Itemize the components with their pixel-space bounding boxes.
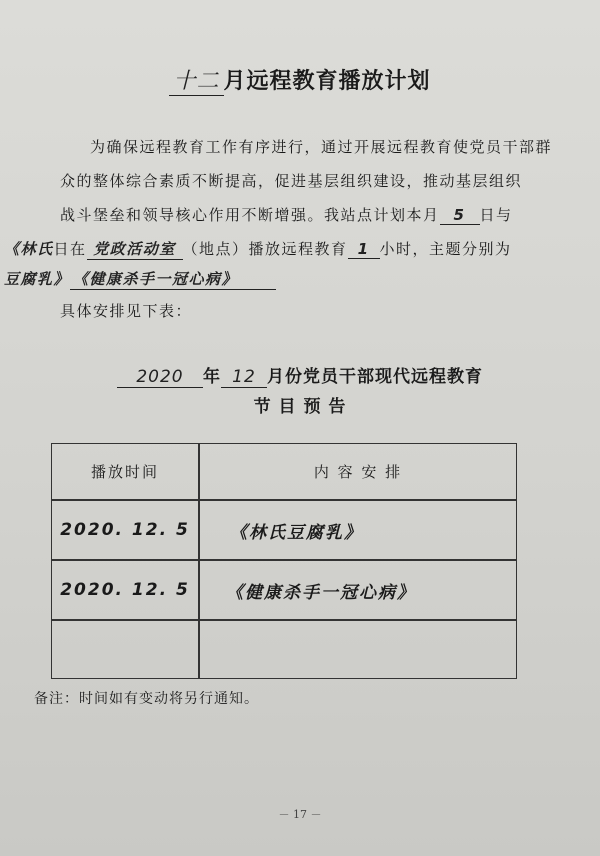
intro-line-4 <box>4 238 512 260</box>
intro-line-5 <box>4 268 276 290</box>
schedule-table <box>51 443 517 679</box>
intro-line-3-end: 日与 <box>479 206 513 224</box>
schedule-month-label: 月份党员干部现代远程教育 <box>267 367 483 387</box>
title-month-handwritten: 十二 <box>169 64 223 96</box>
schedule-year-label: 年 <box>203 367 221 387</box>
intro-line-4-end: 小时，主题分别为 <box>379 240 512 258</box>
topic-part2-handwritten: 豆腐乳》 <box>4 270 71 288</box>
title-text: 月远程教育播放计划 <box>223 69 431 94</box>
table-row-2-time: 2020. 12. 5 <box>60 580 190 600</box>
intro-line-4-mid: （地点）播放远程教育 <box>182 240 348 258</box>
table-row-2-content: 《健康杀手一冠心病》 <box>226 582 416 603</box>
page-title <box>0 64 600 96</box>
intro-paragraph: 为确保远程教育工作有序进行，通过开展远程教育使党员干部群众的整体综合素质不断提高，促进基层组织建设，推动基层组织 <box>60 138 553 190</box>
hours-handwritten: 1 <box>348 240 380 259</box>
schedule-month-handwritten: 12 <box>221 367 267 388</box>
table-header-content: 内 容 安 排 <box>313 463 403 481</box>
table-row-3-time <box>52 621 198 677</box>
topic-2-handwritten: 《健康杀手一冠心病》 <box>70 268 276 290</box>
table-row-3-content <box>200 621 516 677</box>
page-number: － 17 － <box>278 808 322 821</box>
intro-line-4-ri: 日在 <box>53 240 87 258</box>
table-header-time: 播放时间 <box>90 463 159 481</box>
schedule-year-handwritten: 2020 <box>117 367 203 388</box>
day-handwritten: 5 <box>440 206 480 225</box>
table-row-1-content: 《林氏豆腐乳》 <box>230 522 363 543</box>
topic-part1-handwritten: 《林氏 <box>4 240 54 258</box>
intro-line-3 <box>60 204 513 225</box>
schedule-title <box>0 362 600 388</box>
footnote: 备注：时间如有变动将另行通知。 <box>34 691 259 707</box>
intro-line-3-start: 战斗堡垒和领导核心作用不断增强。我站点计划本月 <box>60 206 440 224</box>
table-row-1-time: 2020. 12. 5 <box>60 520 190 540</box>
intro-line-6: 具体安排见下表： <box>60 302 193 320</box>
schedule-subtitle: 节 目 预 告 <box>253 397 347 417</box>
location-handwritten: 党政活动室 <box>87 238 183 260</box>
